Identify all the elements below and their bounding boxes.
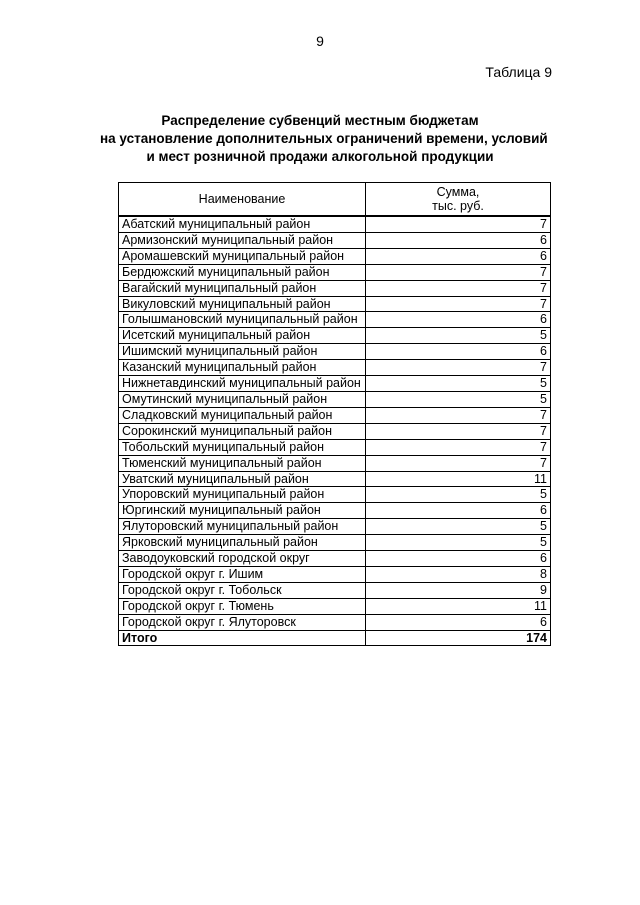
row-value: 7 (366, 360, 551, 376)
row-name: Голышмановский муниципальный район (119, 312, 366, 328)
row-value: 7 (366, 455, 551, 471)
table-row (119, 360, 551, 376)
table-row (119, 566, 551, 582)
row-value: 5 (366, 376, 551, 392)
table-row (119, 582, 551, 598)
table-row (119, 344, 551, 360)
row-name: Городской округ г. Тобольск (119, 582, 366, 598)
row-name: Ялуторовский муниципальный район (119, 519, 366, 535)
row-name: Нижнетавдинский муниципальный район (119, 376, 366, 392)
title-line-1: Распределение субвенций местным бюджетам (161, 113, 479, 128)
row-name: Юргинский муниципальный район (119, 503, 366, 519)
table-row (119, 519, 551, 535)
table-body (119, 216, 551, 646)
table-row (119, 487, 551, 503)
table-row (119, 216, 551, 232)
row-value: 6 (366, 614, 551, 630)
table-row (119, 439, 551, 455)
row-name: Вагайский муниципальный район (119, 280, 366, 296)
header-sum-line-1: Сумма, (436, 185, 480, 199)
table-row (119, 503, 551, 519)
title-line-2: на установление дополнительных ограничений времени, условий (100, 131, 548, 146)
header-sum (366, 183, 551, 217)
table-row (119, 328, 551, 344)
row-value: 6 (366, 503, 551, 519)
row-name: Сладковский муниципальный район (119, 407, 366, 423)
row-value: 6 (366, 551, 551, 567)
row-value: 8 (366, 566, 551, 582)
table-row (119, 471, 551, 487)
total-label: Итого (119, 630, 366, 646)
row-value: 7 (366, 216, 551, 232)
table-label: Таблица 9 (485, 64, 552, 80)
row-name: Исетский муниципальный район (119, 328, 366, 344)
row-value: 5 (366, 391, 551, 407)
document-title (100, 112, 548, 166)
total-row (119, 630, 551, 646)
row-value: 7 (366, 439, 551, 455)
table-row (119, 423, 551, 439)
row-value: 7 (366, 407, 551, 423)
row-value: 7 (366, 280, 551, 296)
page-number: 9 (316, 33, 324, 49)
row-name: Омутинский муниципальный район (119, 391, 366, 407)
row-name: Тобольский муниципальный район (119, 439, 366, 455)
row-name: Бердюжский муниципальный район (119, 264, 366, 280)
subvention-table (118, 182, 551, 646)
row-name: Городской округ г. Тюмень (119, 598, 366, 614)
row-name: Заводоуковский городской округ (119, 551, 366, 567)
table-row (119, 614, 551, 630)
row-name: Аромашевский муниципальный район (119, 248, 366, 264)
table-row (119, 407, 551, 423)
row-value: 5 (366, 328, 551, 344)
header-sum-line-2: тыс. руб. (432, 199, 484, 213)
row-name: Городской округ г. Ялуторовск (119, 614, 366, 630)
row-value: 6 (366, 312, 551, 328)
row-value: 11 (366, 471, 551, 487)
table-row (119, 312, 551, 328)
row-name: Армизонский муниципальный район (119, 232, 366, 248)
table-row (119, 264, 551, 280)
row-value: 9 (366, 582, 551, 598)
total-value: 174 (366, 630, 551, 646)
table-row (119, 551, 551, 567)
row-value: 11 (366, 598, 551, 614)
table-row (119, 376, 551, 392)
table-row (119, 455, 551, 471)
table-row (119, 248, 551, 264)
row-value: 5 (366, 535, 551, 551)
table-row (119, 232, 551, 248)
header-name: Наименование (119, 183, 366, 217)
row-name: Казанский муниципальный район (119, 360, 366, 376)
row-value: 5 (366, 487, 551, 503)
table-row (119, 598, 551, 614)
table-row (119, 296, 551, 312)
row-name: Уватский муниципальный район (119, 471, 366, 487)
table-row (119, 535, 551, 551)
row-name: Ярковский муниципальный район (119, 535, 366, 551)
row-name: Упоровский муниципальный район (119, 487, 366, 503)
table-row (119, 391, 551, 407)
row-name: Ишимский муниципальный район (119, 344, 366, 360)
row-value: 7 (366, 264, 551, 280)
table-row (119, 280, 551, 296)
row-value: 6 (366, 344, 551, 360)
row-name: Тюменский муниципальный район (119, 455, 366, 471)
row-name: Абатский муниципальный район (119, 216, 366, 232)
row-name: Сорокинский муниципальный район (119, 423, 366, 439)
row-value: 7 (366, 296, 551, 312)
row-name: Городской округ г. Ишим (119, 566, 366, 582)
row-value: 5 (366, 519, 551, 535)
row-value: 7 (366, 423, 551, 439)
title-line-3: и мест розничной продажи алкогольной продукции (146, 149, 494, 164)
table-header-row (119, 183, 551, 217)
row-value: 6 (366, 232, 551, 248)
row-name: Викуловский муниципальный район (119, 296, 366, 312)
row-value: 6 (366, 248, 551, 264)
